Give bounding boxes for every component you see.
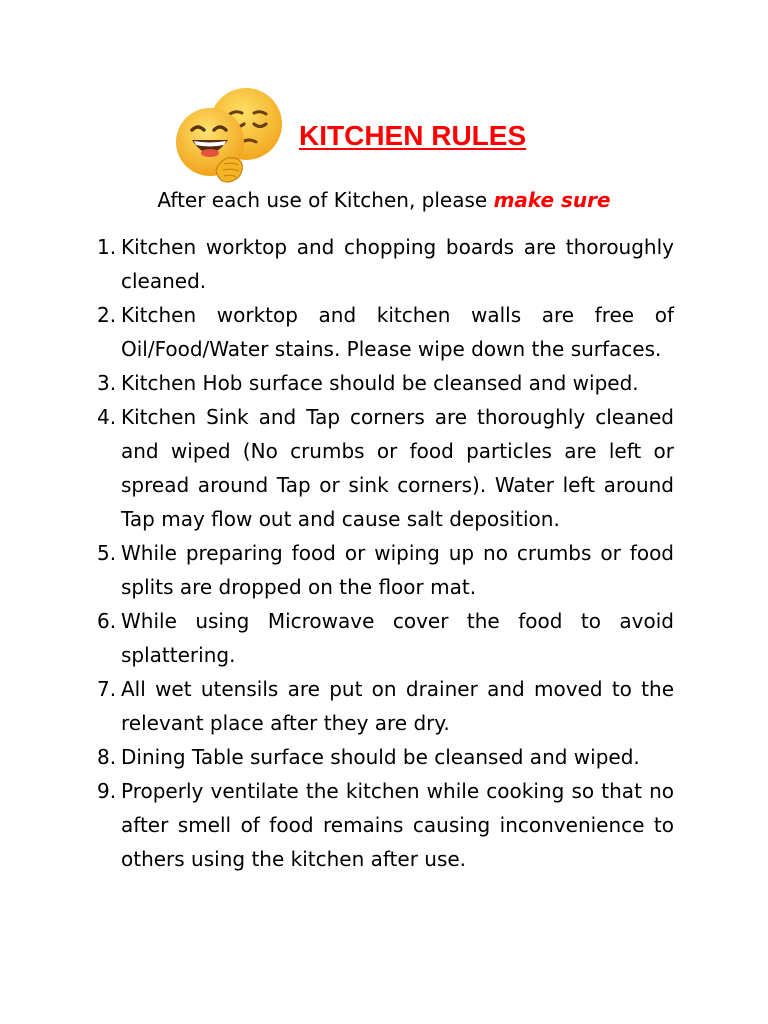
- list-item-number: 2.: [97, 303, 117, 327]
- list-item: [95, 366, 674, 400]
- list-item: [95, 230, 674, 298]
- list-item-number: 8.: [97, 745, 117, 769]
- subtitle: [0, 185, 768, 215]
- list-item: [95, 604, 674, 672]
- page-title: KITCHEN RULES: [299, 120, 527, 151]
- list-item: [95, 774, 674, 876]
- list-item: [95, 672, 674, 740]
- list-item-text: Kitchen Hob surface should be cleansed and wiped.: [121, 371, 639, 395]
- list-item-text: Kitchen worktop and chopping boards are thoroughly cleaned.: [121, 235, 674, 293]
- list-item-text: Dining Table surface should be cleansed and wiped.: [121, 745, 640, 769]
- list-item-number: 7.: [97, 677, 117, 701]
- rules-list: [95, 230, 674, 876]
- list-item-number: 1.: [97, 235, 117, 259]
- list-item-text: All wet utensils are put on drainer and moved to the relevant place after they are dry.: [121, 677, 674, 735]
- subtitle-text: After each use of Kitchen, please: [157, 188, 494, 212]
- subtitle-emphasis: make sure: [493, 188, 611, 212]
- list-item: [95, 400, 674, 536]
- list-item: [95, 740, 674, 774]
- list-item-number: 6.: [97, 609, 117, 633]
- list-item-number: 4.: [97, 405, 117, 429]
- list-item-text: While preparing food or wiping up no crumbs or food splits are dropped on the floor mat.: [121, 541, 674, 599]
- list-item-text: Kitchen Sink and Tap corners are thoroughly cleaned and wiped (No crumbs or food particles are left or spread around Tap or sink corners). Water left around Tap may flow out and cause salt deposition.: [121, 405, 674, 531]
- list-item: [95, 536, 674, 604]
- list-item-number: 3.: [97, 371, 117, 395]
- list-item: [95, 298, 674, 366]
- list-item-text: Kitchen worktop and kitchen walls are free of Oil/Food/Water stains. Please wipe down the surfaces.: [121, 303, 674, 361]
- header: [172, 86, 592, 186]
- list-item-text: While using Microwave cover the food to avoid splattering.: [121, 609, 674, 667]
- list-item-number: 5.: [97, 541, 117, 565]
- list-item-text: Properly ventilate the kitchen while cooking so that no after smell of food remains causing inconvenience to others using the kitchen after use.: [121, 779, 674, 871]
- list-item-number: 9.: [97, 779, 117, 803]
- laughing-and-relieved-faces-icon: [172, 86, 288, 186]
